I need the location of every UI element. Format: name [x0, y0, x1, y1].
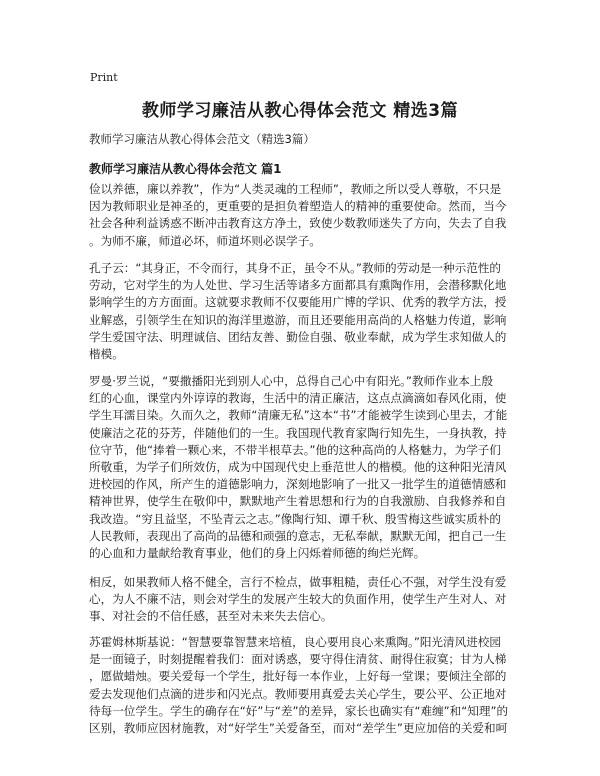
- page-title: 教师学习廉洁从教心得体会范文 精选3篇: [141, 101, 459, 121]
- paragraph-line: 所敬重，为学子们所效仿，成为中国现代史上垂范世人的楷模。他的这种阳光清风: [89, 460, 507, 475]
- paragraph-line: 位守节，他“捧着一颗心来，不带半根草去。”他的这种高尚的人格魅力，为学子们: [89, 442, 501, 457]
- section-heading: 教师学习廉洁从教心得体会范文 篇1: [89, 162, 282, 176]
- paragraph-line: 苏霍姆林斯基说：“智慧要靠智慧来培植，良心要用良心来熏陶。”阳光清风进校园: [89, 635, 501, 649]
- paragraph-line: 社会各种利益诱惑不断冲击教育这方净土，致使少数教师迷失了方向，失去了自我: [89, 216, 507, 231]
- paragraph-line: 是一面镜子，时刻提醒着我们：面对诱惑，要守得住清贫、耐得住寂寞；甘为人梯: [89, 652, 507, 667]
- paragraph-line: 爱去发现他们点滴的进步和闪光点。教师要用真爱去关心学生，要公平、公正地对: [89, 686, 507, 701]
- paragraph-5: [89, 634, 513, 737]
- paragraph-line: 学生爱国守法、明理诚信、团结友善、勤俭自强、敬业奉献，成为学生求知做人的: [89, 329, 507, 344]
- paragraph-line: 学生耳濡目染。久而久之，教师“清廉无私”这本“书”才能被学生读到心里去，才能: [89, 408, 508, 423]
- paragraph-3: [89, 373, 513, 562]
- print-link[interactable]: Print: [90, 71, 118, 84]
- paragraph-line: 精神世界，使学生在敬仰中，默默地产生着思想和行为的自我激励、自我修养和自: [89, 494, 507, 509]
- paragraph-line: 业解惑，引领学生在知识的海洋里遨游，而且还要能用高尚的人格魅力传道，影响: [89, 312, 507, 327]
- paragraph-1: [89, 181, 513, 250]
- paragraph-2: [89, 260, 513, 363]
- paragraph-line: 事、对社会的不信任感，甚至对未来失去信心。: [89, 609, 333, 624]
- paragraph-line: 相反，如果教师人格不健全，言行不检点，做事粗糙，责任心不强，对学生没有爱: [89, 575, 507, 589]
- paragraph-line: 因为教师职业是神圣的，更重要的是担负着塑造人的精神的重要使命。然而，当今: [89, 199, 507, 214]
- paragraph-line: 区别，教师应因材施教，对“好学生”关爱备至，而对“差学生”更应加倍的关爱和呵: [89, 721, 508, 736]
- paragraph-line: 劳动，它对学生的为人处世、学习生活等诸多方面都具有熏陶作用，会潜移默化地: [89, 278, 507, 293]
- paragraph-line: 我改造。“穷且益坚，不坠青云之志。”像陶行知、谭千秋、殷雪梅这些诚实质朴的: [89, 511, 501, 526]
- paragraph-line: 罗曼·罗兰说，“要撒播阳光到别人心中，总得自己心中有阳光。”教师作业本上殷: [89, 374, 494, 388]
- paragraph-line: 俭以养德，廉以养教”，作为“人类灵魂的工程师”，教师之所以受人尊敬，不只是: [89, 182, 502, 196]
- paragraph-line: 心，为人不廉不洁，则会对学生的发展产生较大的负面作用，使学生产生对人、对: [89, 592, 507, 607]
- paragraph-line: 楷模。: [89, 347, 124, 362]
- paragraph-line: 使廉洁之花的芬芳，伴随他们的一生。我国现代教育家陶行知先生，一身执教，持: [89, 425, 507, 440]
- paragraph-line: 。为师不廉，师道必坏，师道坏则必误学子。: [89, 233, 321, 248]
- paragraph-4: [89, 574, 513, 626]
- paragraph-line: 人民教师，表现出了高尚的品德和顽强的意志，无私奉献，默默无闻，把自己一生: [89, 528, 507, 543]
- document-subtitle: 教师学习廉洁从教心得体会范文（精选3篇）: [89, 132, 315, 146]
- paragraph-line: 红的心血，课堂内外谆谆的教诲，生活中的清正廉洁，这点点滴滴如春风化雨，使: [89, 391, 507, 406]
- paragraph-line: 的心血和力量献给教育事业，他们的身上闪烁着师德的绚烂光辉。: [89, 546, 426, 561]
- paragraph-line: 影响学生的方方面面。这就要求教师不仅要能用广博的学识、优秀的教学方法，授: [89, 295, 507, 310]
- paragraph-line: 孔子云：“其身正，不令而行，其身不正，虽令不从。”教师的劳动是一种示范性的: [89, 261, 501, 275]
- paragraph-line: 待每一位学生。学生的确存在“好”与“差”的差异，家长也确实有“难缠”和“知理”的: [89, 703, 509, 718]
- paragraph-line: ，愿做蜡烛。要关爱每一个学生，批好每一本作业，上好每一堂课；要倾注全部的: [89, 669, 507, 684]
- paragraph-line: 进校园的作风，所产生的道德影响力，深刻地影响了一批又一批学生的道德情感和: [89, 477, 507, 492]
